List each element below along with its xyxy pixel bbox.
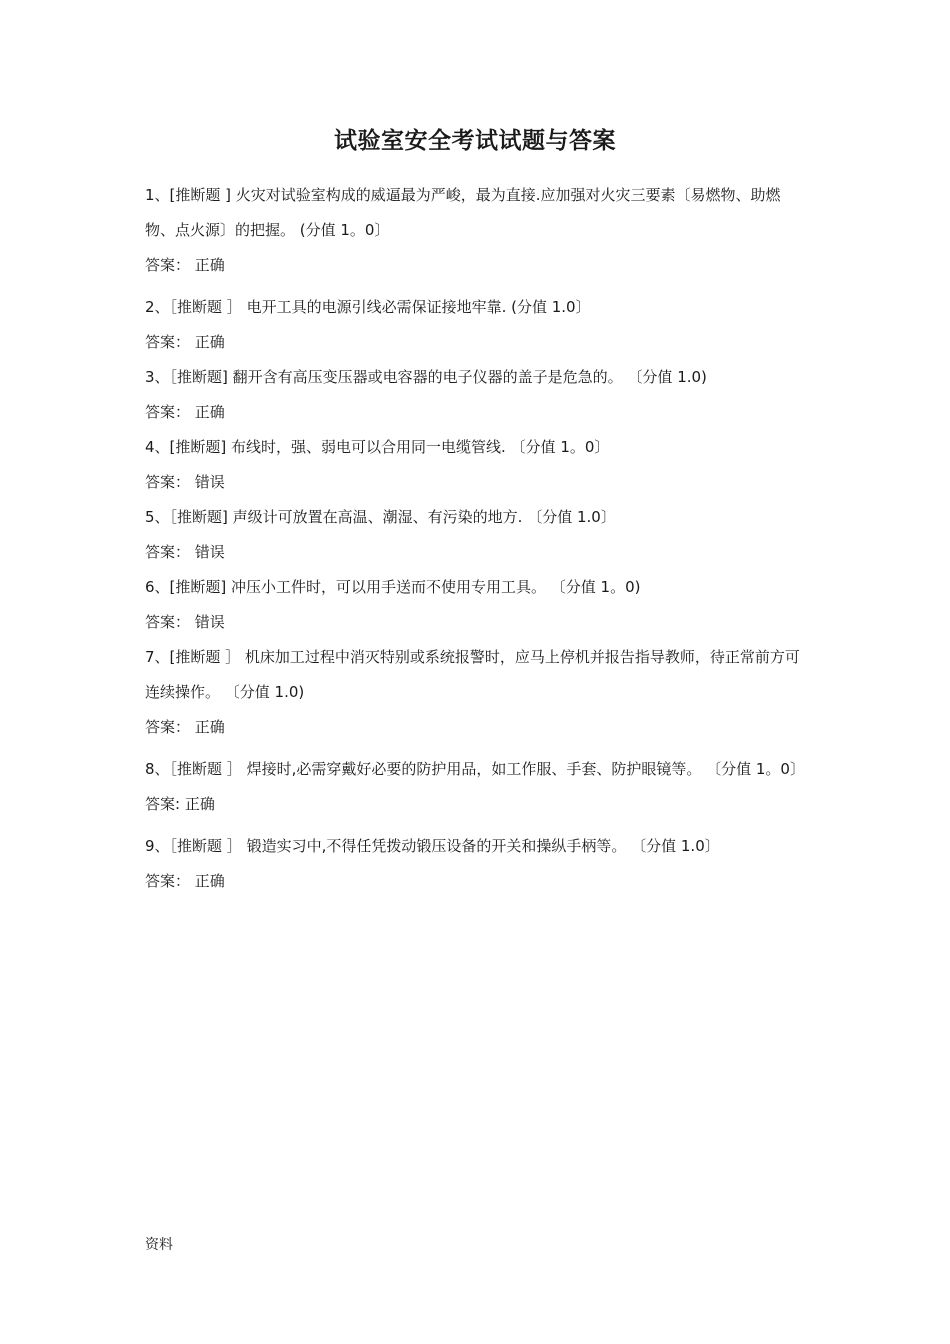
answer-text: 答案： 正确 [145,333,225,351]
question-item [145,570,810,640]
question-item [145,829,810,899]
answer-text: 答案： 正确 [145,256,225,274]
answer-text: 答案: 正确 [145,795,215,813]
answer-text: 答案： 正确 [145,872,225,890]
page-footer: 资料 [145,1237,173,1253]
page-title: 试验室安全考试试题与答案 [334,128,616,154]
question-list [145,178,810,899]
question-item [145,360,810,430]
question-text: 1、[推断题 ] 火灾对试验室构成的威逼最为严峻，最为直接.应加强对火灾三要素〔易燃物、助燃物、点火源〕的把握。 (分值 1。0〕 [145,186,781,239]
question-text: 2、［推断题 ］ 电开工具的电源引线必需保证接地牢靠. (分值 1.0〕 [145,298,591,316]
question-item [145,430,810,500]
answer-text: 答案： 错误 [145,473,225,491]
question-item [145,178,810,283]
answer-text: 答案： 错误 [145,613,225,631]
answer-text: 答案： 正确 [145,403,225,421]
question-text: 7、[推断题 ］ 机床加工过程中消灭特别或系统报警时，应马上停机并报告指导教师，待正常前方可连续操作。 〔分值 1.0) [145,648,800,701]
question-text: 6、[推断题] 冲压小工件时，可以用手送而不使用专用工具。 〔分值 1。0) [145,578,641,596]
answer-text: 答案： 正确 [145,718,225,736]
question-item [145,640,810,745]
question-text: 4、[推断题] 布线时，强、弱电可以合用同一电缆管线. 〔分值 1。0〕 [145,438,610,456]
question-text: 5、［推断题] 声级计可放置在高温、潮湿、有污染的地方. 〔分值 1.0〕 [145,508,616,526]
answer-text: 答案： 错误 [145,543,225,561]
question-text: 8、［推断题 ］ 焊接时,必需穿戴好必要的防护用品，如工作服、手套、防护眼镜等。 〔分值 1。0〕 [145,760,805,778]
question-text: 9、［推断题 ］ 锻造实习中,不得任凭拨动锻压设备的开关和操纵手柄等。 〔分值 1.0〕 [145,837,720,855]
question-text: 3、［推断题] 翻开含有高压变压器或电容器的电子仪器的盖子是危急的。 〔分值 1.0) [145,368,707,386]
question-item [145,752,810,822]
question-item [145,500,810,570]
question-item [145,290,810,360]
